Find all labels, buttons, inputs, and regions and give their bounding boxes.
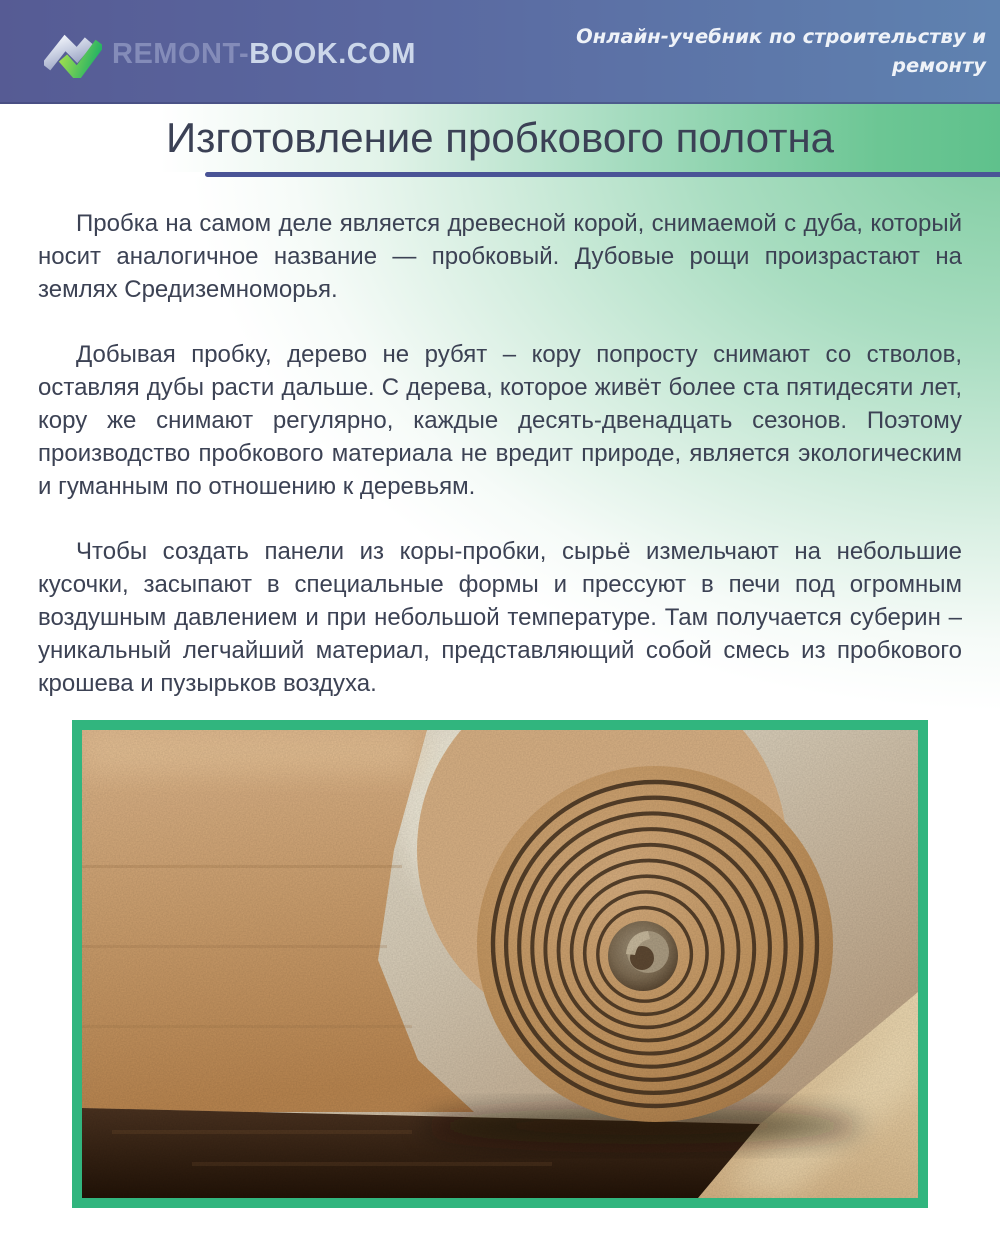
tagline-line-2: ремонту (891, 54, 986, 77)
article-paragraph-2: Добывая пробку, дерево не рубят – кору попросту снимают со стволов, оставляя дубы расти дальше. С дерева, которое живёт более ста пятидесяти лет, кору же снимают регулярно, каждые десять-двенадцать сезонов. Поэтому производство пробкового материала не вредит природе, является экологическим и гуманным по отношению к деревьям. (38, 341, 962, 500)
cork-roll-illustration (82, 730, 918, 1198)
site-header (0, 0, 1000, 104)
brand-text (112, 38, 416, 71)
brand-part-muted: REMONT- (112, 37, 250, 70)
page-title: Изготовление пробкового полотна (165, 114, 835, 161)
photo-grain-texture (82, 730, 918, 1198)
tagline-line-1: Онлайн-учебник по строительству и (576, 25, 986, 48)
brand-part-bright: BOOK.COM (249, 37, 416, 70)
site-logo[interactable] (44, 30, 416, 78)
site-tagline (506, 22, 986, 80)
title-band (0, 104, 1000, 172)
house-check-icon (44, 30, 102, 78)
article-paragraph-3: Чтобы создать панели из коры-пробки, сырьё измельчают на небольшие кусочки, засыпают в специальные формы и прессуют в печи под огромным воздушным давлением и при небольшой температуре. Там получается суберин – уникальный легчайший материал, представляющий собой смесь из пробкового крошева и пузырьков воздуха. (38, 538, 962, 697)
article-paragraph-1: Пробка на самом деле является древесной корой, снимаемой с дуба, который носит аналогичное название — пробковый. Дубовые рощи произрастают на землях Средиземноморья. (38, 210, 962, 303)
cork-roll-photo (72, 720, 928, 1208)
